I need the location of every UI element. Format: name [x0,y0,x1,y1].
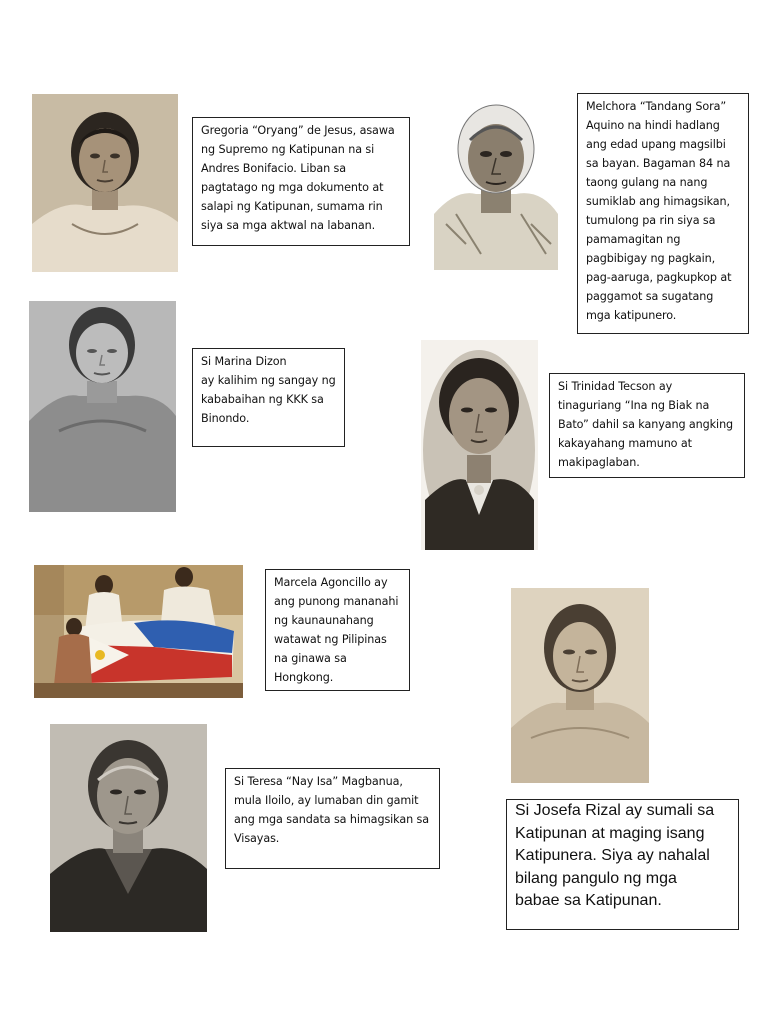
gregoria-de-jesus-caption: Gregoria “Oryang” de Jesus, asawa ng Supremo ng Katipunan na si Andres Bonifacio. Liban sa pagtatago ng mga dokumento at salapi ng Katipunan, sumama rin siya sa mga aktwal na labanan. [192,117,410,246]
gregoria-de-jesus-photo [32,94,178,272]
melchora-aquino-caption: Melchora “Tandang Sora” Aquino na hindi hadlang ang edad upang magsilbi sa bayan. Bagaman 84 na taong gulang na nang sumiklab ang himagsikan, tumulong pa rin siya sa pamamagitan ng pagbibigay ng pagkain, pag-aaruga, pagkupkop at paggamot sa sugatang mga katipunero. [577,93,749,334]
trinidad-tecson-caption: Si Trinidad Tecson ay tinaguriang “Ina ng Biak na Bato” dahil sa kanyang angking kakayahang mamuno at makipaglaban. [549,373,745,478]
trinidad-tecson-photo [421,340,538,550]
marina-dizon-photo [29,301,176,512]
marcela-agoncillo-painting [34,565,243,698]
josefa-rizal-caption: Si Josefa Rizal ay sumali sa Katipunan at maging isang Katipunera. Siya ay nahalal bilang pangulo ng mga babae sa Katipunan. [506,799,739,930]
teresa-magbanua-caption: Si Teresa “Nay Isa” Magbanua, mula Iloilo, ay lumaban din gamit ang mga sandata sa himagsikan sa Visayas. [225,768,440,869]
josefa-rizal-photo [511,588,649,783]
marcela-agoncillo-caption: Marcela Agoncillo ay ang punong mananahi ng kaunaunahang watawat ng Pilipinas na ginawa sa Hongkong. [265,569,410,691]
marina-dizon-caption: Si Marina Dizon ay kalihim ng sangay ng kababaihan ng KKK sa Binondo. [192,348,345,447]
teresa-magbanua-photo [50,724,207,932]
melchora-aquino-photo [426,94,566,270]
